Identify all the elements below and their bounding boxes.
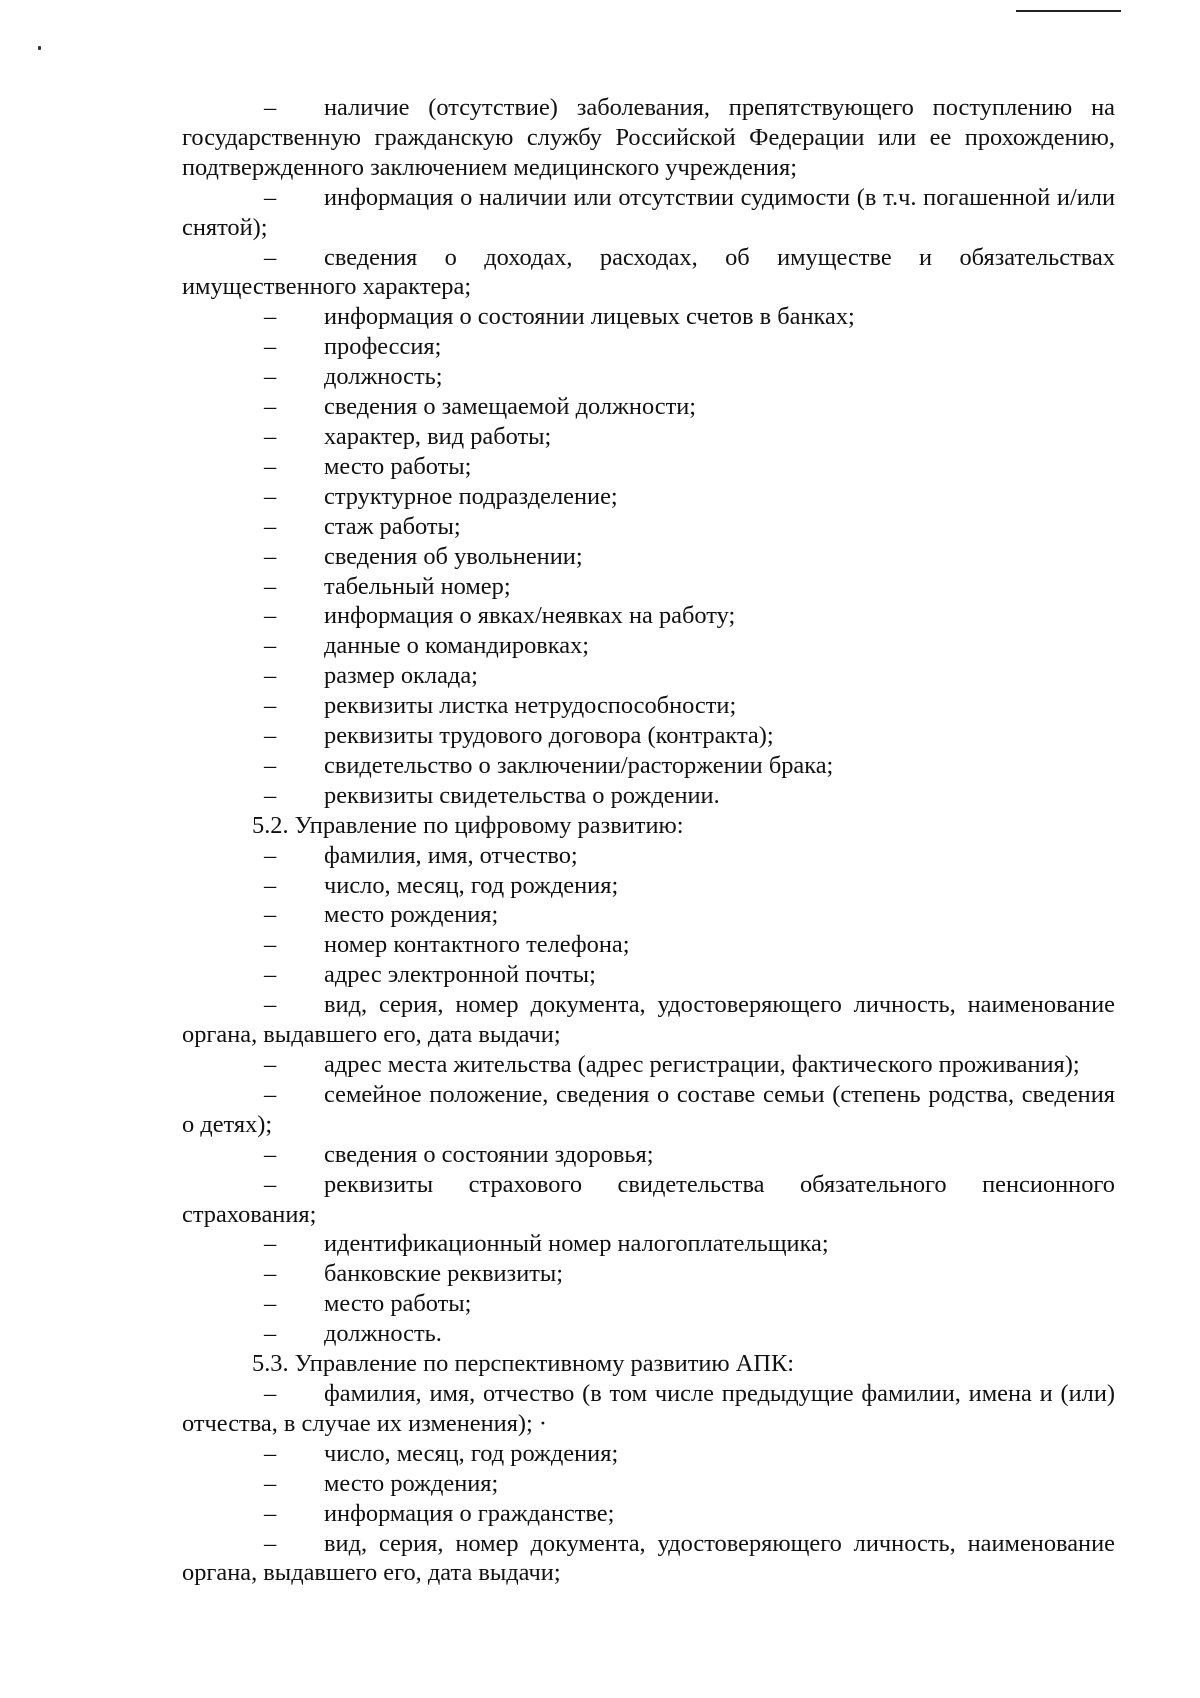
list-item xyxy=(182,841,1115,871)
list-item xyxy=(182,661,1115,691)
list-item-text: реквизиты страхового свидетельства обязательного пенсионного страхования; xyxy=(182,1170,1115,1228)
list-item xyxy=(182,362,1115,392)
list-item-text: характер, вид работы; xyxy=(324,422,552,450)
list-item xyxy=(182,93,1115,183)
list-item-text: табельный номер; xyxy=(324,572,511,600)
list-item xyxy=(182,183,1115,243)
section-heading: 5.2. Управление по цифровому развитию: xyxy=(252,811,684,839)
list-item xyxy=(182,542,1115,572)
list-item xyxy=(182,900,1115,930)
list-item xyxy=(182,1529,1115,1589)
dash-marker: – xyxy=(264,692,277,720)
dash-marker: – xyxy=(264,1170,277,1198)
list-personal-data xyxy=(182,93,1115,811)
list-item-text: информация о наличии или отсутствии судимости (в т.ч. погашенной и/или снятой); xyxy=(182,183,1115,241)
list-item xyxy=(182,1499,1115,1529)
list-item-text: число, месяц, год рождения; xyxy=(324,1439,619,1467)
list-item xyxy=(182,1050,1115,1080)
list-item-text: информация о явках/неявках на работу; xyxy=(324,602,736,630)
dash-marker: – xyxy=(264,422,277,450)
list-item xyxy=(182,1319,1115,1349)
list-item-text: должность. xyxy=(324,1320,442,1348)
list-item xyxy=(182,243,1115,303)
list-item-text: структурное подразделение; xyxy=(324,482,618,510)
list-item-text: информация о состоянии лицевых счетов в банках; xyxy=(324,303,855,331)
list-item-text: сведения об увольнении; xyxy=(324,542,583,570)
top-rule-line xyxy=(1016,10,1121,12)
list-item xyxy=(182,1170,1115,1230)
list-item xyxy=(182,751,1115,781)
dash-marker: – xyxy=(264,1469,277,1497)
scan-speck xyxy=(38,46,41,50)
dash-marker: – xyxy=(264,243,277,271)
dash-marker: – xyxy=(264,1379,277,1407)
list-item xyxy=(182,422,1115,452)
dash-marker: – xyxy=(264,363,277,391)
dash-marker: – xyxy=(264,961,277,989)
list-item-text: место работы; xyxy=(324,1290,472,1318)
dash-marker: – xyxy=(264,452,277,480)
dash-marker: – xyxy=(264,871,277,899)
dash-marker: – xyxy=(264,931,277,959)
list-item-text: фамилия, имя, отчество (в том числе предыдущие фамилии, имена и (или) отчества, в случае их изменения); · xyxy=(182,1379,1115,1437)
list-item-text: семейное положение, сведения о составе семьи (степень родства, сведения о детях); xyxy=(182,1080,1115,1138)
list-item-text: банковские реквизиты; xyxy=(324,1260,564,1288)
list-item-text: число, месяц, год рождения; xyxy=(324,871,619,899)
dash-marker: – xyxy=(264,183,277,211)
list-item xyxy=(182,631,1115,661)
dash-marker: – xyxy=(264,1140,277,1168)
list-item-text: наличие (отсутствие) заболевания, препятствующего поступлению на государственную гражданскую службу Российской Федерации или ее прохождению, подтвержденного заключением медицинского учреждения; xyxy=(182,94,1115,181)
dash-marker: – xyxy=(264,94,277,121)
list-item xyxy=(182,1140,1115,1170)
dash-marker: – xyxy=(264,781,277,809)
list-item xyxy=(182,871,1115,901)
list-item-text: сведения о замещаемой должности; xyxy=(324,393,697,421)
document-body xyxy=(182,93,1115,1588)
dash-marker: – xyxy=(264,512,277,540)
list-item-text: место рождения; xyxy=(324,1469,499,1497)
list-item xyxy=(182,601,1115,631)
list-item xyxy=(182,1229,1115,1259)
list-item xyxy=(182,691,1115,721)
list-item-text: номер контактного телефона; xyxy=(324,931,630,959)
list-item xyxy=(182,1259,1115,1289)
list-item-text: реквизиты листка нетрудоспособности; xyxy=(324,692,737,720)
dash-marker: – xyxy=(264,333,277,361)
dash-marker: – xyxy=(264,1529,277,1557)
list-item-text: место работы; xyxy=(324,452,472,480)
dash-marker: – xyxy=(264,602,277,630)
list-item xyxy=(182,392,1115,422)
list-item-text: стаж работы; xyxy=(324,512,461,540)
list-item xyxy=(182,1080,1115,1140)
dash-marker: – xyxy=(264,303,277,331)
dash-marker: – xyxy=(264,1499,277,1527)
list-item xyxy=(182,302,1115,332)
list-item-text: адрес места жительства (адрес регистрации, фактического проживания); xyxy=(324,1051,1080,1078)
list-item-text: фамилия, имя, отчество; xyxy=(324,841,578,869)
list-item-text: информация о гражданстве; xyxy=(324,1499,615,1527)
list-item xyxy=(182,721,1115,751)
dash-marker: – xyxy=(264,1439,277,1467)
dash-marker: – xyxy=(264,1051,277,1078)
list-item-text: свидетельство о заключении/расторжении брака; xyxy=(324,751,834,779)
dash-marker: – xyxy=(264,482,277,510)
list-item xyxy=(182,930,1115,960)
dash-marker: – xyxy=(264,1290,277,1318)
dash-marker: – xyxy=(264,841,277,869)
section-heading: 5.3. Управление по перспективному развитию АПК: xyxy=(252,1350,795,1378)
dash-marker: – xyxy=(264,722,277,750)
list-item xyxy=(182,960,1115,990)
dash-marker: – xyxy=(264,662,277,690)
list-item-text: сведения о доходах, расходах, об имуществе и обязательствах имущественного характера; xyxy=(182,243,1115,301)
list-item-text: сведения о состоянии здоровья; xyxy=(324,1140,654,1168)
list-item xyxy=(182,482,1115,512)
dash-marker: – xyxy=(264,632,277,660)
list-item xyxy=(182,1289,1115,1319)
dash-marker: – xyxy=(264,901,277,929)
list-item-text: адрес электронной почты; xyxy=(324,961,596,989)
dash-marker: – xyxy=(264,751,277,779)
list-item-text: профессия; xyxy=(324,333,442,361)
list-item xyxy=(182,1379,1115,1439)
dash-marker: – xyxy=(264,542,277,570)
section-5-2 xyxy=(182,811,1115,1349)
list-item xyxy=(182,512,1115,542)
list-item xyxy=(182,1469,1115,1499)
list-item-text: данные о командировках; xyxy=(324,632,590,660)
list-item-text: вид, серия, номер документа, удостоверяющего личность, наименование органа, выдавшего его, дата выдачи; xyxy=(182,991,1115,1049)
list-item xyxy=(182,781,1115,811)
list-item xyxy=(182,452,1115,482)
list-item-text: место рождения; xyxy=(324,901,499,929)
dash-marker: – xyxy=(264,1080,277,1108)
list-item-text: размер оклада; xyxy=(324,662,478,690)
list-item xyxy=(182,990,1115,1050)
list-item-text: идентификационный номер налогоплательщика; xyxy=(324,1230,829,1258)
dash-marker: – xyxy=(264,1320,277,1348)
dash-marker: – xyxy=(264,1260,277,1288)
list-item xyxy=(182,332,1115,362)
dash-marker: – xyxy=(264,991,277,1019)
dash-marker: – xyxy=(264,393,277,421)
list-item-text: вид, серия, номер документа, удостоверяющего личность, наименование органа, выдавшего его, дата выдачи; xyxy=(182,1529,1115,1587)
dash-marker: – xyxy=(264,1230,277,1258)
section-5-3 xyxy=(182,1349,1115,1588)
dash-marker: – xyxy=(264,572,277,600)
list-item-text: реквизиты свидетельства о рождении. xyxy=(324,781,720,809)
list-item-text: реквизиты трудового договора (контракта); xyxy=(324,722,774,750)
list-item xyxy=(182,572,1115,602)
list-item xyxy=(182,1439,1115,1469)
list-item-text: должность; xyxy=(324,363,443,391)
